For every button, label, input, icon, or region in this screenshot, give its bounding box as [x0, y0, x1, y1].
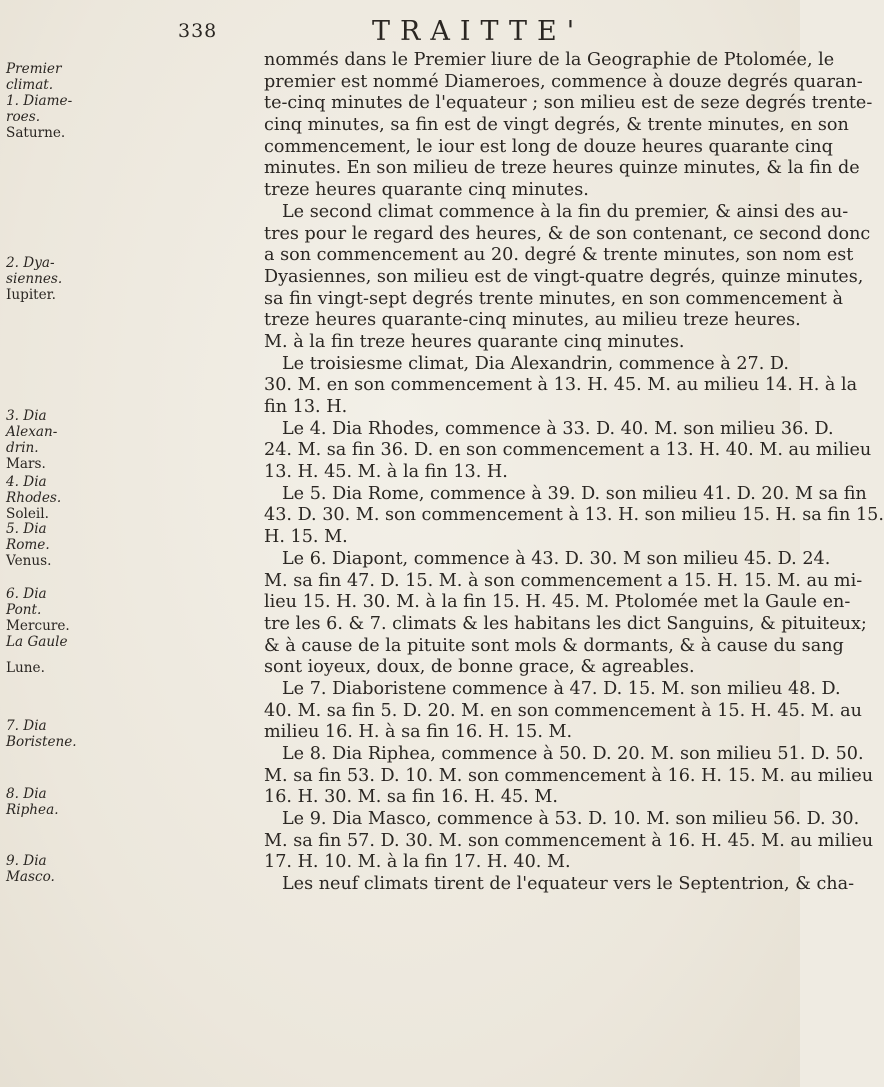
margin-line: drin.: [6, 440, 39, 456]
text-line: tres pour le regard des heures, & de son contenant, ce second donc: [264, 223, 871, 244]
margin-line: Rome.: [6, 537, 50, 553]
text-line: 40. M. sa fin 5. D. 20. M. en son commencement à 15. H. 45. M. au: [264, 700, 862, 721]
margin-line: 2. Dya-: [6, 255, 55, 271]
margin-note-climat-6: [6, 586, 78, 676]
text-line: M. sa fin 47. D. 15. M. à son commencement a 15. H. 15. M. au mi-: [264, 570, 863, 591]
margin-note-climat-5: [6, 521, 78, 569]
text-line: 17. H. 10. M. à la fin 17. H. 40. M.: [264, 852, 571, 873]
margin-line: Lune.: [6, 660, 45, 676]
text-line: tre les 6. & 7. climats & les habitans les dict Sanguins, & pituiteux;: [264, 613, 867, 634]
margin-line: roes.: [6, 109, 41, 125]
text-line: commencement, le iour est long de douze heures quarante cinq: [264, 136, 833, 157]
margin-note-climat-9: [6, 853, 78, 885]
margin-line: Boristene.: [6, 734, 77, 750]
text-line: te-cinq minutes de l'equateur ; son milieu est de seze degrés trente-: [264, 93, 873, 114]
text-line: M. sa fin 57. D. 30. M. son commencement à 16. H. 45. M. au milieu: [264, 830, 874, 851]
text-line: premier est nommé Diameroes, commence à douze degrés quaran-: [264, 71, 863, 92]
main-text: [264, 50, 884, 896]
margin-line: 6. Dia: [6, 586, 47, 602]
margin-line: Saturne.: [6, 125, 66, 141]
margin-line: Premier: [6, 61, 62, 77]
text-line: cinq minutes, sa fin est de vingt degrés, & trente minutes, en son: [264, 115, 849, 136]
margin-line: 8. Dia: [6, 786, 47, 802]
margin-line: Alexan-: [6, 424, 58, 440]
text-line: Le second climat commence à la fin du premier, & ainsi des au-: [282, 201, 849, 222]
margin-line: La Gaule: [6, 634, 68, 650]
text-line: treze heures quarante cinq minutes.: [264, 180, 589, 201]
margin-line: 4. Dia: [6, 474, 47, 490]
margin-line: Mars.: [6, 456, 46, 472]
text-line: & à cause de la pituite sont mols & dormants, & à cause du sang: [264, 635, 844, 656]
margin-note-climat-4: [6, 474, 78, 522]
margin-line: 7. Dia: [6, 718, 47, 734]
text-line: M. sa fin 53. D. 10. M. son commencement à 16. H. 15. M. au milieu: [264, 765, 874, 786]
text-line: 43. D. 30. M. son commencement à 13. H. son milieu 15. H. sa fin 15.: [264, 505, 884, 526]
margin-note-climat-2: [6, 255, 78, 303]
margin-line: Venus.: [6, 553, 52, 569]
page-header: [0, 14, 800, 54]
page-number: 338: [178, 20, 218, 42]
margin-note-climat-3: [6, 408, 78, 472]
text-line: M. à la fin treze heures quarante cinq minutes.: [264, 331, 685, 352]
margin-line: Masco.: [6, 869, 55, 885]
text-line: a son commencement au 20. degré & trente minutes, son nom est: [264, 245, 854, 266]
margin-line: 5. Dia: [6, 521, 47, 537]
text-line: Le troisiesme climat, Dia Alexandrin, commence à 27. D.: [282, 353, 789, 374]
text-line: Le 7. Diaboristene commence à 47. D. 15. M. son milieu 48. D.: [282, 678, 841, 699]
text-line: sont ioyeux, doux, de bonne grace, & agreables.: [264, 657, 695, 678]
text-line: milieu 16. H. à sa fin 16. H. 15. M.: [264, 722, 573, 743]
margin-line: Pont.: [6, 602, 42, 618]
text-line: Le 5. Dia Rome, commence à 39. D. son milieu 41. D. 20. M sa fin: [282, 483, 867, 504]
text-line: Dyasiennes, son milieu est de vingt-quatre degrés, quinze minutes,: [264, 266, 864, 287]
text-line: 16. H. 30. M. sa fin 16. H. 45. M.: [264, 787, 558, 808]
margin-line: 3. Dia: [6, 408, 47, 424]
margin-line: Riphea.: [6, 802, 59, 818]
margin-note-climat-8: [6, 786, 78, 818]
text-line: Le 4. Dia Rhodes, commence à 33. D. 40. M. son milieu 36. D.: [282, 418, 834, 439]
text-line: minutes. En son milieu de treze heures quinze minutes, & la fin de: [264, 158, 860, 179]
text-line: Les neuf climats tirent de l'equateur vers le Septentrion, & cha-: [282, 874, 855, 895]
text-line: Le 6. Diapont, commence à 43. D. 30. M son milieu 45. D. 24.: [282, 548, 831, 569]
margin-line: Soleil.: [6, 506, 49, 522]
text-line: Le 9. Dia Masco, commence à 53. D. 10. M. son milieu 56. D. 30.: [282, 809, 860, 830]
margin-line: 9. Dia: [6, 853, 47, 869]
margin-line: climat.: [6, 77, 54, 93]
margin-line: Rhodes.: [6, 490, 62, 506]
text-line: treze heures quarante-cinq minutes, au milieu treze heures.: [264, 310, 801, 331]
margin-line: 1. Diame-: [6, 93, 73, 109]
text-line: nommés dans le Premier liure de la Geographie de Ptolomée, le: [264, 50, 835, 70]
text-line: H. 15. M.: [264, 527, 348, 548]
margin-line: siennes.: [6, 271, 63, 287]
margin-note-climat-1: [6, 61, 78, 141]
text-line: 13. H. 45. M. à la fin 13. H.: [264, 462, 508, 483]
running-title: TRAITTE': [372, 16, 585, 47]
margin-line: Mercure.: [6, 618, 70, 634]
text-line: 24. M. sa fin 36. D. en son commencement a 13. H. 40. M. au milieu: [264, 440, 872, 461]
margin-note-climat-7: [6, 718, 78, 750]
text-line: 30. M. en son commencement à 13. H. 45. M. au milieu 14. H. à la: [264, 375, 858, 396]
text-line: Le 8. Dia Riphea, commence à 50. D. 20. M. son milieu 51. D. 50.: [282, 744, 864, 764]
text-line: lieu 15. H. 30. M. à la fin 15. H. 45. M. Ptolomée met la Gaule en-: [264, 592, 851, 613]
margin-line: Iupiter.: [6, 287, 57, 303]
text-line: sa fin vingt-sept degrés trente minutes, en son commencement à: [264, 288, 843, 309]
text-line: fin 13. H.: [264, 397, 348, 417]
